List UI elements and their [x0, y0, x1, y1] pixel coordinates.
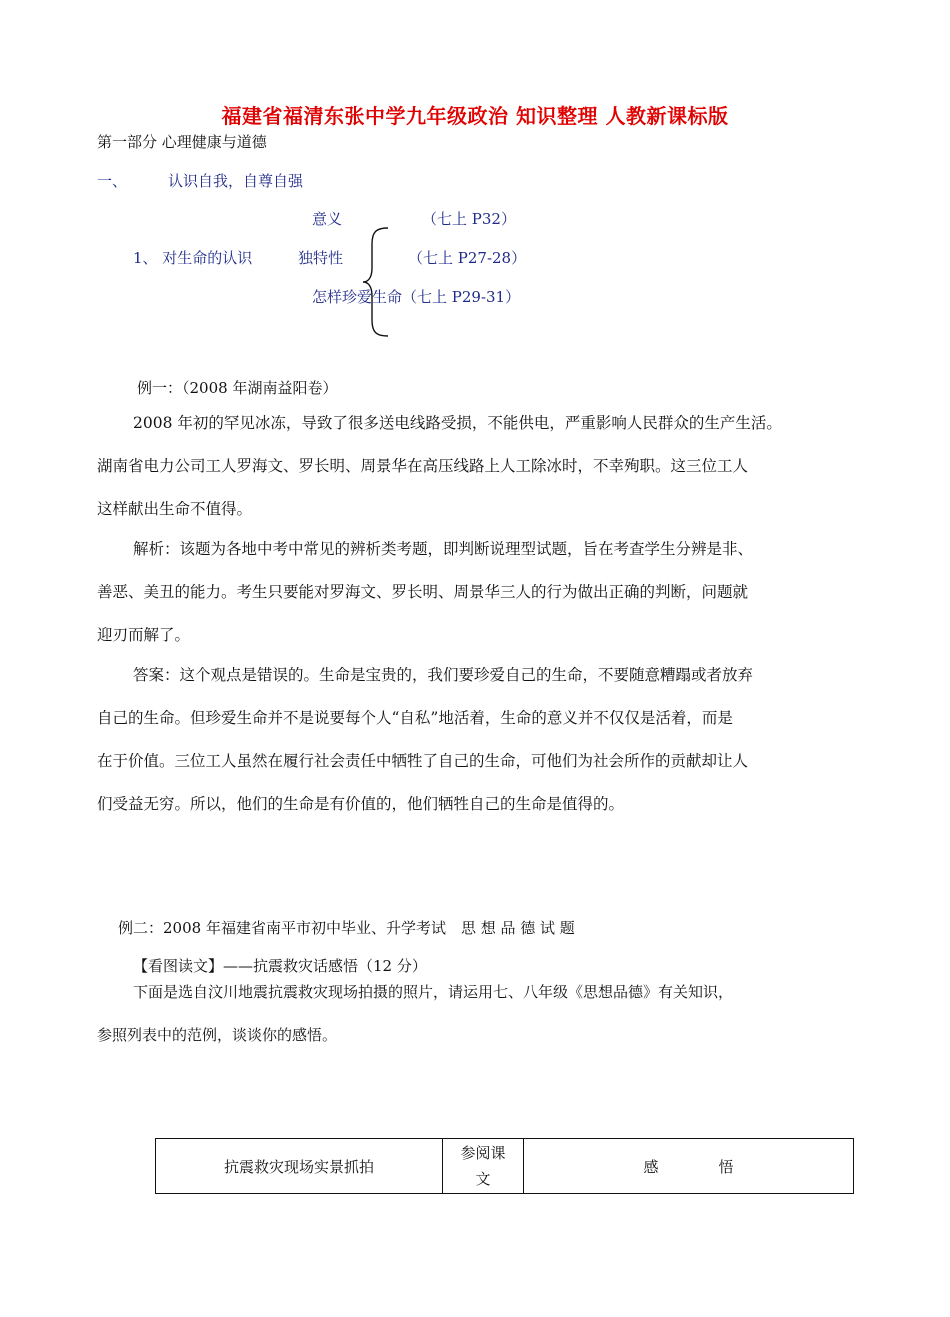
- example1-question-line: 湖南省电力公司工人罗海文、罗长明、周景华在高压线路上人工除冰时，不幸殉职。这三位工人: [97, 457, 749, 475]
- example1-analysis-line: 解析：该题为各地中考中常见的辨析类考题，即判断说理型试题，旨在考查学生分辨是非、: [133, 540, 754, 558]
- example1-analysis-line: 迎刃而解了。: [97, 626, 191, 644]
- table-cell-text: 感 悟: [643, 1157, 734, 1176]
- section-number: 一、: [97, 172, 128, 190]
- table-header-row: [156, 1139, 854, 1194]
- response-table: [155, 1138, 854, 1194]
- example1-answer-line: 在于价值。三位工人虽然在履行社会责任中牺牲了自己的生命，可他们为社会所作的贡献却让人: [97, 752, 749, 770]
- table-cell-text: 文: [475, 1170, 491, 1188]
- example1-answer-line: 们受益无穷。所以，他们的生命是有价值的，他们牺牲自己的生命是值得的。: [97, 795, 625, 813]
- table-cell: [524, 1139, 854, 1194]
- example1-analysis-line: 善恶、美丑的能力。考生只要能对罗海文、罗长明、周景华三人的行为做出正确的判断，问题就: [97, 583, 749, 601]
- outline-item-label: 1、 对生命的认识: [133, 249, 253, 267]
- example1-label: 例一：（2008 年湖南益阳卷）: [137, 379, 338, 397]
- example1-question-line: 2008 年初的罕见冰冻，导致了很多送电线路受损，不能供电，严重影响人民群众的生产生活。: [133, 414, 782, 432]
- table-cell-text: 抗震救灾现场实景抓拍: [223, 1157, 374, 1176]
- outline-sub-uniqueness: 独特性: [298, 249, 344, 267]
- example1-answer-line: 答案：这个观点是错误的。生命是宝贵的，我们要珍爱自己的生命，不要随意糟蹋或者放弃: [133, 666, 754, 684]
- outline-sub-cherish: 怎样珍爱生命（七上 P29-31）: [312, 288, 521, 306]
- example1-question-line: 这样献出生命不值得。: [97, 500, 253, 518]
- example2-text-line: 参照列表中的范例，谈谈你的感悟。: [97, 1026, 338, 1044]
- table-cell: [156, 1139, 443, 1194]
- part-heading: 第一部分 心理健康与道德: [97, 133, 267, 151]
- example2-label: 例二：2008 年福建省南平市初中毕业、升学考试 思 想 品 德 试 题: [118, 919, 575, 937]
- outline-sub-meaning-ref: （七上 P32）: [422, 210, 516, 228]
- section-heading: 认识自我，自尊自强: [168, 172, 304, 190]
- example2-subheading: 【看图读文】——抗震救灾话感悟（12 分）: [133, 957, 427, 975]
- curly-brace-icon: [362, 226, 392, 338]
- outline-sub-uniqueness-ref: （七上 P27-28）: [408, 249, 527, 267]
- document-title: 福建省福清东张中学九年级政治 知识整理 人教新课标版: [221, 104, 729, 128]
- outline-sub-meaning: 意义: [312, 210, 343, 228]
- table-cell: [443, 1139, 524, 1194]
- example2-text-line: 下面是选自汶川地震抗震救灾现场拍摄的照片，请运用七、八年级《思想品德》有关知识，: [133, 983, 734, 1001]
- example1-answer-line: 自己的生命。但珍爱生命并不是说要每个人“自私”地活着，生命的意义并不仅仅是活着，而是: [97, 709, 733, 727]
- table-cell-text: 参阅课: [460, 1144, 506, 1162]
